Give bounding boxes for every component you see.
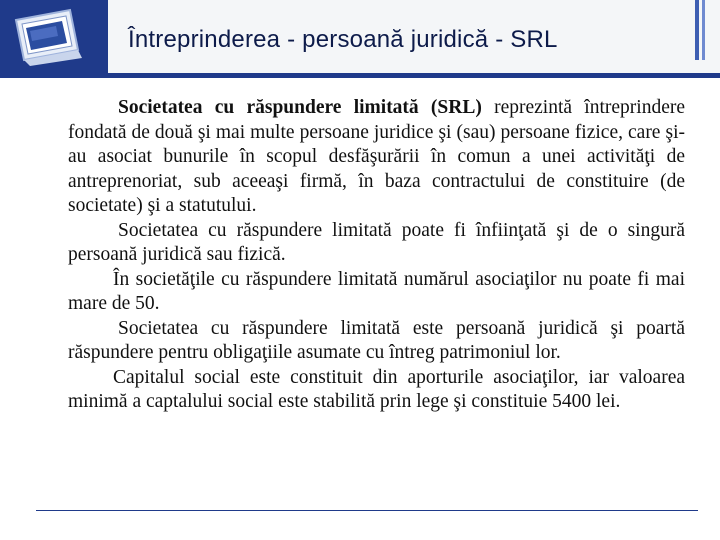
decorative-bar: [695, 0, 699, 60]
document-body: [68, 96, 685, 415]
paragraph-srl-definition: [68, 96, 685, 219]
srl-definition-text: reprezintă întreprindere fondată de două şi mai multe persoane juridice şi (sau) persoane fizice, care şi-au asociat bunurile în scopul desfăşurării în comun a unei activităţi de antreprenoriat, sub aceeaşi firmă, în baza contractului de constituire (de societate) şi a statutului.: [68, 97, 685, 216]
computer-monitor-icon: [8, 6, 98, 68]
page-title: Întreprinderea - persoană juridică - SRL: [128, 26, 558, 53]
paragraph-single-founder: Societatea cu răspundere limitată poate fi înfiinţată şi de o singură persoană juridică sau fizică.: [68, 219, 685, 265]
decorative-bar: [702, 0, 705, 60]
paragraph-liability: Societatea cu răspundere limitată este persoană juridică şi poartă răspundere pentru obligaţiile asumate cu întreg patrimoniul lor.: [68, 317, 685, 363]
paragraph-capital: Capitalul social este constituit din aporturile asociaţilor, iar valoarea minimă a captalului social este stabilită prin lege şi constituie 5400 lei.: [68, 366, 685, 412]
header-divider: [0, 73, 720, 78]
paragraph-member-limit: În societăţile cu răspundere limitată numărul asociaţilor nu poate fi mai mare de 50.: [68, 268, 685, 314]
footer-divider: [36, 510, 698, 511]
srl-term: Societatea cu răspundere limitată (SRL): [118, 97, 482, 118]
